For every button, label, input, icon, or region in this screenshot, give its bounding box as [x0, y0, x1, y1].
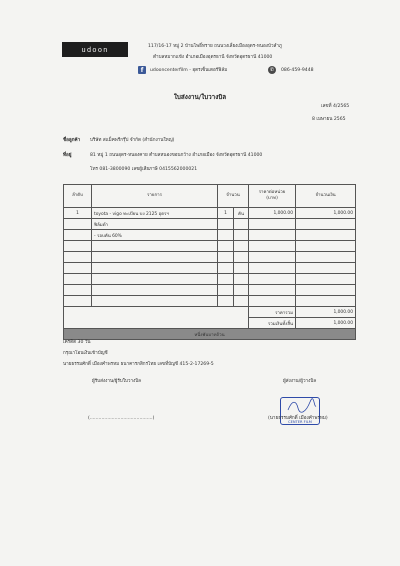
row-unit-price: [249, 252, 296, 263]
table-row: [64, 263, 356, 274]
table-row: [64, 219, 356, 230]
grand-total-label: รวมเงินทั้งสิ้น: [249, 318, 296, 329]
customer-address-value: 81 หมู่ 1 ถนนอุดร-หนองคาย ตำบลหนองขอนกว้าง อำเภอเมือง จังหวัดอุดรธานี 41000: [90, 153, 263, 158]
row-quantity: [218, 219, 234, 230]
row-amount: [296, 296, 356, 307]
issuer-label: ผู้ส่งงาน/ผู้วางบิล: [283, 379, 317, 384]
header-index: ลำดับ: [64, 185, 92, 208]
customer-address-label: ที่อยู่: [63, 153, 72, 158]
row-unit-price: [249, 230, 296, 241]
transfer-instruction: กรุณาโอนเงินเข้าบัญชี: [63, 351, 108, 356]
row-quantity: [218, 241, 234, 252]
row-unit: [234, 241, 249, 252]
row-item: toyota - vigo ทะเบียน บง 2125 อุดรฯ: [92, 208, 218, 219]
row-quantity: [218, 263, 234, 274]
bank-account: นายธรรมศักดิ์ เมืองคำพรหม ธนาคารกสิกรไทย เลขที่บัญชี 415-2-17269-5: [63, 362, 214, 367]
row-item: [92, 252, 218, 263]
stamp-text: CENTER FILM: [288, 420, 312, 424]
phone-icon: ✆: [269, 67, 275, 73]
row-item: [92, 285, 218, 296]
table-row: [64, 274, 356, 285]
grand-total-value: 1,000.00: [296, 318, 356, 329]
row-index: [64, 263, 92, 274]
header-item: รายการ: [92, 185, 218, 208]
row-index: [64, 241, 92, 252]
issuer-name: (นายธรรมศักดิ์ เมืองคำพรหม): [268, 416, 328, 421]
facebook-page-text: udooncenterfilm - อุดรเซ็นเตอร์ฟิล์ม: [150, 68, 228, 73]
row-amount: [296, 230, 356, 241]
row-quantity: [218, 296, 234, 307]
row-unit-price: [249, 285, 296, 296]
row-quantity: [218, 230, 234, 241]
row-index: 1: [64, 208, 92, 219]
row-unit: [234, 252, 249, 263]
customer-name-label: ชื่อลูกค้า: [63, 138, 81, 143]
row-item: [92, 274, 218, 285]
customer-name-value: บริษัท สแม็คพรีกรุ๊ป จำกัด (สำนักงานใหญ่): [90, 138, 175, 143]
row-unit: [234, 285, 249, 296]
document-date: 8 เมษายน 2565: [312, 117, 346, 122]
row-unit-price: [249, 274, 296, 285]
row-amount: [296, 252, 356, 263]
row-item: [92, 263, 218, 274]
row-item: - รอบคัน 60%: [92, 230, 218, 241]
row-quantity: [218, 285, 234, 296]
signature-mark: [284, 398, 318, 414]
table-row: [64, 230, 356, 241]
row-quantity: 1: [218, 208, 234, 219]
header-unit-price: ราคาต่อหน่วย (บาท): [249, 185, 296, 208]
row-quantity: [218, 274, 234, 285]
row-quantity: [218, 252, 234, 263]
row-amount: [296, 219, 356, 230]
row-unit: [234, 263, 249, 274]
amount-in-words: หนึ่งพันบาทถ้วน: [64, 329, 356, 340]
row-unit: คัน: [234, 208, 249, 219]
company-address-line1: 117/16-17 หมู่ 2 บ้านโพธิ์ทราย ถนนวงเลี่ยงเมืองอุดร-หนองบัวลำภู: [148, 44, 282, 49]
row-amount: [296, 285, 356, 296]
row-index: [64, 219, 92, 230]
row-unit: [234, 219, 249, 230]
row-unit-price: [249, 219, 296, 230]
row-amount: [296, 263, 356, 274]
row-index: [64, 252, 92, 263]
row-unit-price: [249, 241, 296, 252]
row-item: ฟิล์มดำ: [92, 219, 218, 230]
receiver-blank: (...........................................): [88, 416, 155, 421]
items-table: [63, 184, 356, 340]
header-amount: จำนวนเงิน: [296, 185, 356, 208]
row-item: [92, 296, 218, 307]
table-row: [64, 285, 356, 296]
company-logo: udoon: [62, 42, 128, 57]
total-label: ราคารวม: [249, 307, 296, 318]
phone-number-text: 086-459-9448: [281, 68, 314, 73]
table-row: [64, 241, 356, 252]
row-unit-price: [249, 263, 296, 274]
row-unit: [234, 296, 249, 307]
receiver-label: ผู้รับส่งงาน/ผู้รับใบวางบิล: [92, 379, 141, 384]
row-index: [64, 230, 92, 241]
row-unit-price: 1,000.00: [249, 208, 296, 219]
row-index: [64, 274, 92, 285]
table-row: [64, 296, 356, 307]
row-amount: 1,000.00: [296, 208, 356, 219]
row-index: [64, 296, 92, 307]
table-row: [64, 208, 356, 219]
customer-phone-tax: โทร 081-3800090 เลขผู้เสียภาษี 0415562000021: [90, 167, 198, 172]
row-amount: [296, 241, 356, 252]
row-amount: [296, 274, 356, 285]
table-row: [64, 252, 356, 263]
total-value: 1,000.00: [296, 307, 356, 318]
facebook-icon: f: [138, 66, 146, 74]
credit-terms: เครดิต 30 วัน: [63, 340, 91, 345]
row-unit-price: [249, 296, 296, 307]
document-number: เลขที่ 4/2565: [321, 104, 350, 109]
row-item: [92, 241, 218, 252]
row-unit: [234, 274, 249, 285]
company-address-line2: ตำบลหมากแข้ง อำเภอเมืองอุดรธานี จังหวัดอุดรธานี 41000: [153, 55, 273, 60]
document-title: ใบส่งงาน/ใบวางบิล: [173, 94, 227, 101]
row-index: [64, 285, 92, 296]
header-quantity: จำนวน: [218, 185, 249, 208]
row-unit: [234, 230, 249, 241]
